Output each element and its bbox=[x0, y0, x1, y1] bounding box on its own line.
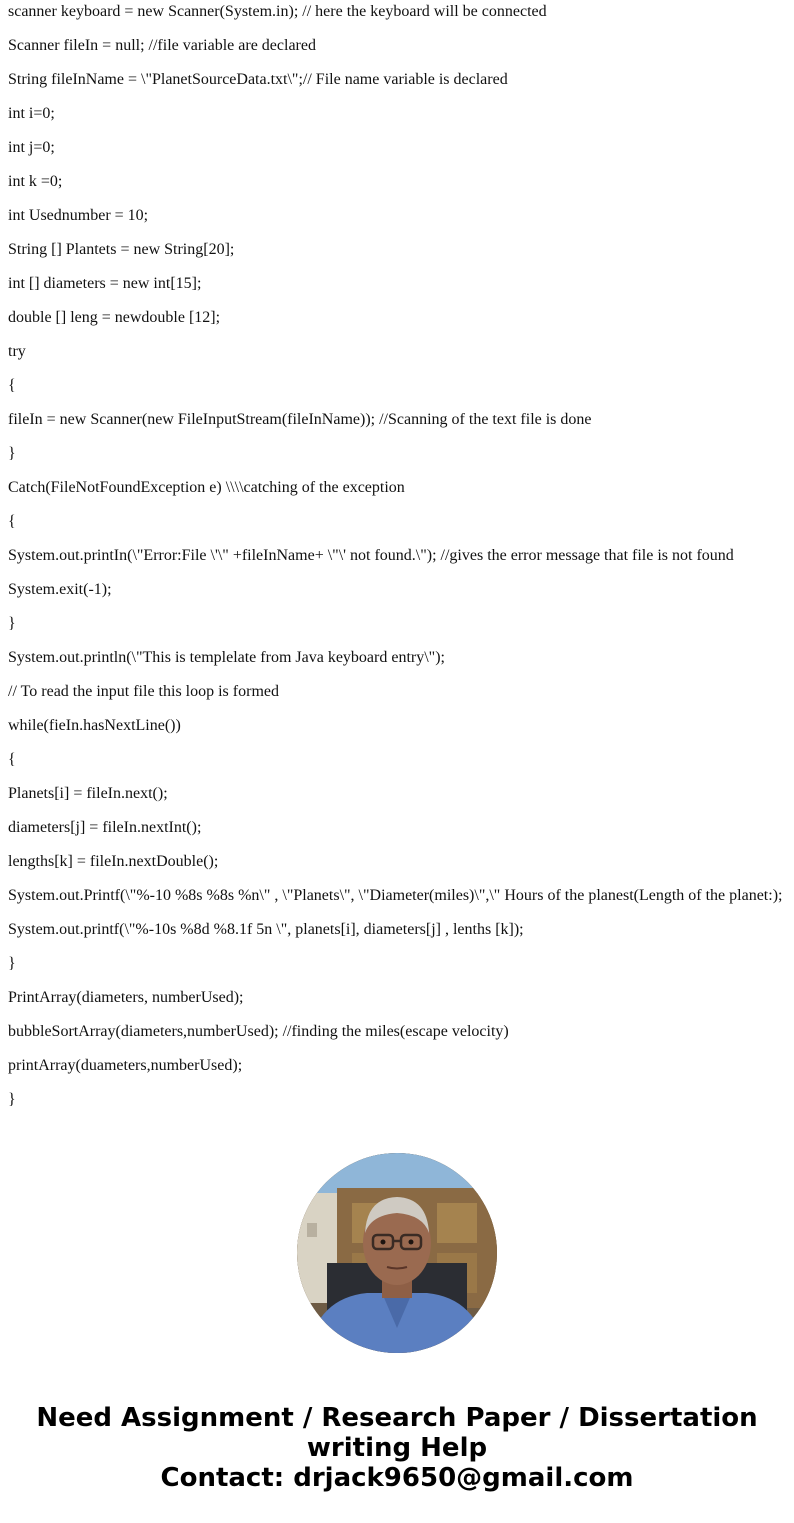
code-line: diameters[j] = fileIn.nextInt(); bbox=[8, 819, 202, 836]
code-line: System.out.printf(\"%-10s %8d %8.1f 5n \", planets[i], diameters[j] , lenths [k]); bbox=[8, 921, 524, 938]
code-line: { bbox=[8, 751, 16, 768]
code-line: try bbox=[8, 343, 26, 360]
code-line: fileIn = new Scanner(new FileInputStream(fileInName)); //Scanning of the text file is done bbox=[8, 411, 592, 428]
code-line: bubbleSortArray(diameters,numberUsed); //finding the miles(escape velocity) bbox=[8, 1023, 509, 1040]
code-line: int i=0; bbox=[8, 105, 55, 122]
code-line: { bbox=[8, 377, 16, 394]
code-line: } bbox=[8, 445, 16, 462]
promo-banner bbox=[0, 1403, 794, 1493]
code-line: System.out.printIn(\"Error:File \'\" +fileInName+ \"\' not found.\"); //gives the error message that file is not found bbox=[8, 547, 734, 564]
code-line: int [] diameters = new int[15]; bbox=[8, 275, 202, 292]
code-listing bbox=[8, 0, 788, 1122]
author-photo-image bbox=[297, 1153, 497, 1353]
code-line: Scanner fileIn = null; //file variable are declared bbox=[8, 37, 316, 54]
code-line: PrintArray(diameters, numberUsed); bbox=[8, 989, 244, 1006]
code-line: printArray(duameters,numberUsed); bbox=[8, 1057, 243, 1074]
code-line: Catch(FileNotFoundException e) \\\\catching of the exception bbox=[8, 479, 405, 496]
code-line: int Usednumber = 10; bbox=[8, 207, 149, 224]
code-line: int j=0; bbox=[8, 139, 55, 156]
promo-line-1: Need Assignment / Research Paper / Dissertation bbox=[36, 1403, 758, 1433]
code-line: System.exit(-1); bbox=[8, 581, 112, 598]
code-line: { bbox=[8, 513, 16, 530]
code-line: while(fieIn.hasNextLine()) bbox=[8, 717, 181, 734]
code-line: int k =0; bbox=[8, 173, 63, 190]
author-photo bbox=[297, 1153, 497, 1353]
code-line: } bbox=[8, 955, 16, 972]
code-line: // To read the input file this loop is formed bbox=[8, 683, 279, 700]
promo-contact: Contact: drjack9650@gmail.com bbox=[160, 1463, 634, 1493]
promo-line-2: writing Help bbox=[306, 1433, 488, 1463]
code-line: String [] Plantets = new String[20]; bbox=[8, 241, 235, 258]
code-line: String fileInName = \"PlanetSourceData.txt\";// File name variable is declared bbox=[8, 71, 508, 88]
code-line: scanner keyboard = new Scanner(System.in); // here the keyboard will be connected bbox=[8, 3, 547, 20]
code-line: lengths[k] = fileIn.nextDouble(); bbox=[8, 853, 219, 870]
code-line: double [] leng = newdouble [12]; bbox=[8, 309, 221, 326]
code-line: } bbox=[8, 1091, 16, 1108]
code-line: Planets[i] = fileIn.next(); bbox=[8, 785, 168, 802]
code-line: System.out.Printf(\"%-10 %8s %8s %n\" , \"Planets\", \"Diameter(miles)\",\" Hours of the planest(Length of the planet:); bbox=[8, 887, 783, 904]
code-line: } bbox=[8, 615, 16, 632]
code-line: System.out.println(\"This is templelate from Java keyboard entry\"); bbox=[8, 649, 445, 666]
